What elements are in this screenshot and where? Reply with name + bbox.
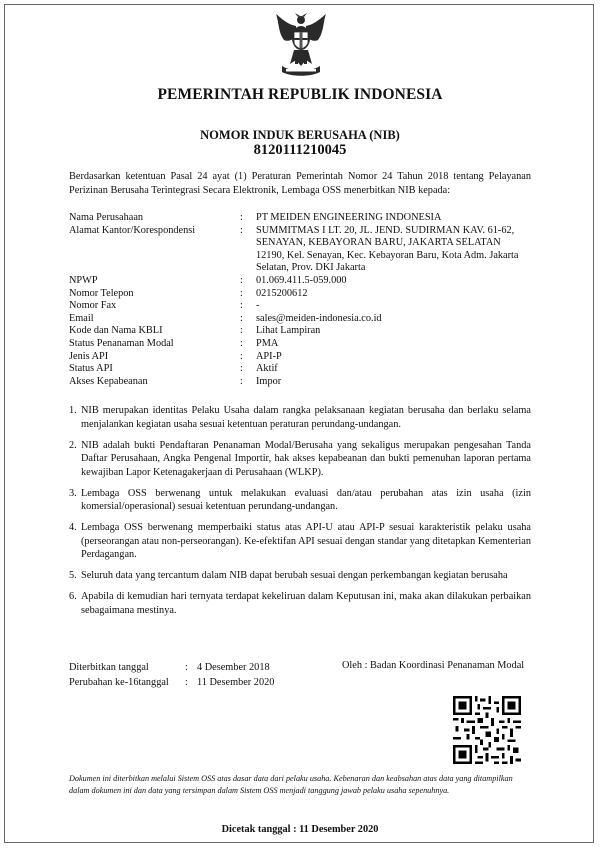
field-value: SUMMITMAS I LT. 20, JL. JEND. SUDIRMAN KAV. 61-62, SENAYAN, KEBAYORAN BARU, JAKARTA SELATAN 12190, Kel. Senayan, Kec. Kebayoran Baru, Kota Adm. Jakarta Selatan, Prov. DKI Jakarta (256, 224, 519, 274)
field-customs-access: Akses Kepabeanan : Impor (69, 376, 531, 389)
field-label: Status API (69, 363, 113, 375)
field-label: Nomor Telepon (69, 287, 134, 299)
garuda-emblem-icon (276, 12, 326, 78)
print-date: Dicetak tanggal : 11 Desember 2020 (221, 824, 379, 835)
field-fax: Nomor Fax : - (69, 300, 531, 313)
field-value: Impor (256, 375, 282, 387)
disclaimer-text: Dokumen ini diterbitkan melalui Sistem OSS atas dasar data dari pelaku usaha. Kebenaran dan keabsahan atas data yang ditampilkan dalam dokumen ini dan data yang tersimpan dalam Sistem OSS menjadi tanggung jawab pelaku usaha sepenuhnya. (69, 774, 513, 795)
field-kbli: Kode dan Nama KBLI : Lihat Lampiran (69, 325, 531, 338)
field-phone: Nomor Telepon : 0215200612 (69, 288, 531, 301)
list-item: 2. NIB adalah bukti Pendaftaran Penanaman Modal/Berusaha yang sekaligus merupakan pengesahan Tanda Daftar Perusahaan, Angka Pengenal Importir, hak akses kepabeanan dan bukti pemenuhan laporan pertama kewajiban Lapor Ketenagakerjaan di Perusahaan (WLKP). (69, 439, 531, 478)
field-value: PMA (256, 337, 279, 349)
company-fields (69, 212, 531, 388)
notes-list (69, 404, 531, 625)
field-value: Lihat Lampiran (256, 325, 321, 337)
list-item: 1. NIB merupakan identitas Pelaku Usaha dalam rangka pelaksanaan kegiatan berusaha dan berlaku selama menjalankan kegiatan usaha sesuai ketentuan peraturan perundang-undangan. (69, 405, 531, 430)
list-item: 5. Seluruh data yang tercantum dalam NIB dapat berubah sesuai dengan perkembangan kegiatan berusaha (69, 570, 508, 582)
field-company-name: Nama Perusahaan : PT MEIDEN ENGINEERING INDONESIA (69, 212, 531, 225)
nib-number: 8120111210045 (253, 142, 347, 158)
field-label: Jenis API (69, 350, 109, 362)
field-address: Alamat Kantor/Korespondensi : SUMMITMAS I LT. 20, JL. JEND. SUDIRMAN KAV. 61-62, SENAYAN, KEBAYORAN BARU, JAKARTA SELATAN 12190, Kel. Senayan, Kec. Kebayoran Baru, Kota Adm. Jakarta Selatan, Prov. DKI Jakarta (69, 225, 531, 275)
issue-date-row: Diterbitkan tanggal : 4 Desember 2018 (69, 662, 270, 673)
field-label: Email (69, 312, 94, 324)
qr-code-icon (453, 696, 521, 764)
field-email: Email : sales@meiden-indonesia.co.id (69, 313, 531, 326)
field-label: Nomor Fax (69, 300, 117, 312)
list-item: 4. Lembaga OSS berwenang memperbaiki status atas API-U atau API-P sesuai karakteristik pelaku usaha (perseorangan atau non-perseorangan). Ke-efektifan API sesuai dengan standar yang ditetapkan Kementerian Perdagangan. (69, 522, 531, 561)
issuing-authority: Oleh : Badan Koordinasi Penanaman Modal (342, 660, 525, 671)
change-date-row: Perubahan ke-16tanggal : 11 Desember 2020 (69, 677, 275, 688)
government-title: PEMERINTAH REPUBLIK INDONESIA (157, 86, 443, 103)
field-value: sales@meiden-indonesia.co.id (256, 312, 382, 324)
field-label: Kode dan Nama KBLI (69, 325, 163, 337)
field-label: Status Penanaman Modal (69, 337, 174, 349)
field-investment-status: Status Penanaman Modal : PMA (69, 338, 531, 351)
field-api-status: Status API : Aktif (69, 363, 531, 376)
field-label: Alamat Kantor/Korespondensi (69, 224, 196, 236)
field-value: 01.069.411.5-059.000 (256, 274, 347, 286)
field-label: NPWP (69, 274, 98, 286)
list-item: 3. Lembaga OSS berwenang untuk melakukan evaluasi dan/atau perubahan atas izin usaha (izin komersial/operasional) sesuai ketentuan perundang-undangan. (69, 487, 531, 513)
field-value: API-P (256, 350, 282, 362)
field-value: 0215200612 (256, 287, 308, 299)
document-title: NOMOR INDUK BERUSAHA (NIB) (200, 128, 400, 142)
list-item: 6. Apabila di kemudian hari ternyata terdapat kekeliruan dalam Keputusan ini, maka akan dilakukan perbaikan sebagaimana mestinya. (69, 591, 531, 616)
field-npwp: NPWP : 01.069.411.5-059.000 (69, 275, 531, 288)
issue-info (69, 660, 274, 690)
field-value: Aktif (256, 363, 278, 375)
field-label: Akses Kepabeanan (69, 375, 148, 387)
field-value: PT MEIDEN ENGINEERING INDONESIA (256, 212, 442, 223)
field-api-type: Jenis API : API-P (69, 351, 531, 364)
field-value: - (256, 300, 260, 312)
intro-paragraph: Berdasarkan ketentuan Pasal 24 ayat (1) Peraturan Pemerintah Nomor 24 Tahun 2018 tentang Pelayanan Perizinan Berusaha Terintegrasi Secara Elektronik, Lembaga OSS menerbitkan NIB kepada: (69, 171, 531, 196)
field-label: Nama Perusahaan (69, 212, 144, 223)
